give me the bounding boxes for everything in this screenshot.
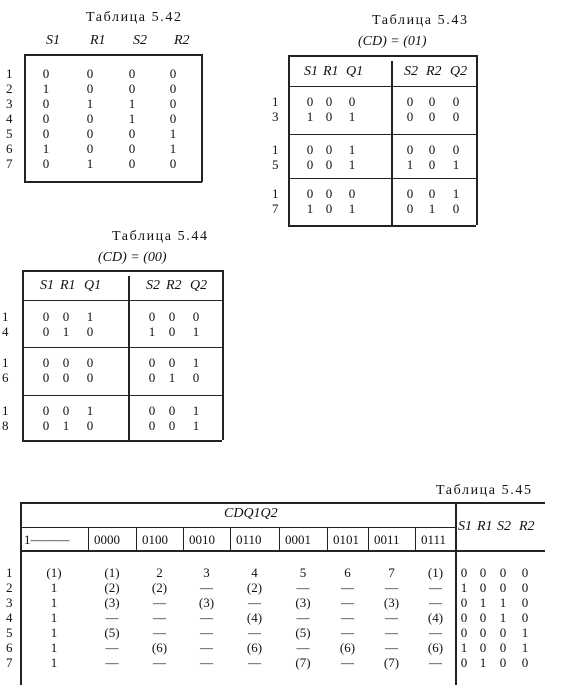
table-cell: —	[341, 625, 354, 640]
table-cell: —	[153, 610, 166, 625]
table-cell: —	[341, 595, 354, 610]
row-label: 1	[272, 94, 279, 109]
table-cell: 0	[306, 142, 314, 157]
table-cell: 1	[148, 324, 156, 339]
table-cell: 0	[169, 66, 177, 81]
table-cell: 0	[128, 156, 136, 171]
right-rule	[476, 55, 478, 225]
table-cell: 0	[479, 625, 487, 640]
table-cell: 0	[406, 186, 414, 201]
table-cell: —	[248, 655, 261, 670]
table-cell: 0	[521, 655, 529, 670]
column-rule	[230, 527, 231, 550]
table-cell: 1	[50, 625, 58, 640]
table-cell: —	[429, 595, 442, 610]
table-cell: —	[248, 625, 261, 640]
table-cell: 0	[62, 309, 70, 324]
table-cell: 0	[86, 418, 94, 433]
table-cell: 1	[168, 370, 176, 385]
outputs-rule	[455, 502, 457, 685]
table-cell: 1	[521, 640, 529, 655]
row-label: 7	[272, 201, 279, 216]
table-cell: 1	[499, 595, 507, 610]
table-cell: 1	[348, 201, 356, 216]
header-right: Q2	[450, 64, 468, 79]
table-cell: 0	[428, 157, 436, 172]
column-header: 0010	[189, 532, 215, 547]
column-rule	[327, 527, 328, 550]
table-cell: 0	[460, 610, 468, 625]
table-543-subtitle: (CD) = (01)	[358, 34, 427, 49]
table-cell: 1	[192, 324, 200, 339]
table-cell: 0	[499, 655, 507, 670]
table-cell: —	[105, 655, 119, 670]
group-rule	[288, 134, 476, 135]
table-cell: 0	[42, 370, 50, 385]
table-cell: 0	[479, 610, 487, 625]
table-cell: 0	[499, 580, 507, 595]
left-rule	[20, 502, 22, 685]
table-cell: 0	[479, 580, 487, 595]
table-cell: 1	[428, 201, 436, 216]
table-cell: —	[200, 625, 213, 640]
table-cell: (6)	[339, 640, 356, 655]
table-cell: —	[385, 610, 398, 625]
row-label: 2	[6, 580, 13, 595]
row-label: 6	[2, 370, 9, 385]
table-cell: 0	[192, 309, 200, 324]
row-label: 1	[6, 66, 13, 81]
group-rule	[288, 178, 476, 179]
table-cell: (6)	[151, 640, 168, 655]
table-cell: 0	[499, 565, 507, 580]
table-cell: 0	[168, 418, 176, 433]
table-cell: (4)	[246, 610, 263, 625]
table-cell: 1	[86, 96, 94, 111]
table-cell: 0	[192, 370, 200, 385]
row-label: 4	[2, 324, 9, 339]
bottom-rule	[288, 225, 476, 227]
table-cell: 1	[348, 142, 356, 157]
table-542-left-rule	[24, 54, 26, 182]
table-cell: 1	[521, 625, 529, 640]
table-cell: 0	[406, 94, 414, 109]
table-cell: (7)	[295, 655, 311, 670]
table-cell: (2)	[104, 580, 120, 595]
table-cell: 0	[62, 403, 70, 418]
table-cell: 0	[428, 109, 436, 124]
table-cell: 0	[148, 403, 156, 418]
table-cell: 0	[499, 625, 507, 640]
table-cell: —	[200, 580, 213, 595]
column-header: 0011	[374, 532, 400, 547]
table-cell: —	[296, 640, 310, 655]
table-cell: 0	[42, 96, 50, 111]
table-cell: 5	[299, 565, 307, 580]
table-cell: 0	[148, 418, 156, 433]
column-rule	[88, 527, 89, 550]
table-cell: —	[248, 595, 261, 610]
table-cell: —	[429, 580, 442, 595]
group-rule	[22, 347, 222, 348]
header-rule	[22, 300, 222, 301]
table-cell: —	[385, 580, 398, 595]
table-cell: 0	[168, 309, 176, 324]
table-cell: 0	[86, 66, 94, 81]
row-label: 1	[6, 565, 13, 580]
row-label: 6	[6, 640, 13, 655]
table-cell: 1	[406, 157, 414, 172]
table-cell: 0	[62, 355, 70, 370]
table-cell: 0	[325, 94, 333, 109]
output-header: S1	[458, 519, 472, 534]
header-s1: S1	[46, 33, 60, 48]
table-cell: (3)	[295, 595, 311, 610]
output-header: S2	[497, 519, 511, 534]
table-cell: 0	[86, 355, 94, 370]
table-cell: 1	[50, 610, 58, 625]
table-cell: (6)	[246, 640, 263, 655]
table-cell: 0	[42, 403, 50, 418]
row-label: 7	[6, 655, 13, 670]
table-cell: 0	[460, 565, 468, 580]
table-cell: 0	[521, 610, 529, 625]
row-label: 5	[6, 625, 13, 640]
table-cell: 0	[325, 142, 333, 157]
row-label: 8	[2, 418, 9, 433]
table-cell: —	[296, 610, 310, 625]
table-cell: 0	[128, 126, 136, 141]
table-cell: 0	[169, 81, 177, 96]
table-545-group-header: CDQ1Q2	[224, 506, 278, 521]
row-label: 1	[2, 403, 9, 418]
table-cell: 0	[460, 595, 468, 610]
header-right: R2	[426, 64, 442, 79]
column-rule	[136, 527, 137, 550]
table-cell: 1	[62, 418, 70, 433]
header-left: S1	[40, 278, 54, 293]
row-label: 3	[6, 595, 13, 610]
table-542-right-rule	[201, 54, 203, 182]
table-cell: 0	[128, 81, 136, 96]
table-cell: (2)	[246, 580, 263, 595]
row-label: 1	[2, 355, 9, 370]
row-label: 4	[6, 111, 13, 126]
table-cell: 0	[306, 94, 314, 109]
table-cell: 1	[42, 141, 50, 156]
row-label: 1	[272, 142, 279, 157]
table-cell: 1	[452, 157, 460, 172]
column-header: 0101	[333, 532, 359, 547]
header-right: Q2	[190, 278, 208, 293]
table-cell: —	[296, 580, 310, 595]
table-cell: 0	[86, 111, 94, 126]
table-cell: 0	[460, 625, 468, 640]
header-left: S1	[304, 64, 318, 79]
table-cell: 0	[452, 109, 460, 124]
table-cell: 0	[521, 580, 529, 595]
group-rule	[22, 395, 222, 396]
row-label: 5	[6, 126, 13, 141]
table-cell: —	[341, 655, 354, 670]
table-cell: 0	[86, 81, 94, 96]
table-cell: 1	[479, 655, 487, 670]
table-cell: 0	[460, 655, 468, 670]
header-left: Q1	[346, 64, 364, 79]
table-cell: 0	[42, 156, 50, 171]
table-cell: 1	[86, 309, 94, 324]
table-cell: 6	[344, 565, 351, 580]
table-cell: 0	[428, 94, 436, 109]
column-header: 0110	[236, 532, 262, 547]
table-545-caption: Таблица 5.45	[436, 483, 533, 498]
table-cell: 1	[460, 640, 468, 655]
column-rule	[368, 527, 369, 550]
column-header: 0001	[285, 532, 311, 547]
table-cell: 1	[50, 655, 58, 670]
table-cell: 1	[50, 640, 58, 655]
table-cell: 3	[203, 565, 210, 580]
table-cell: 0	[168, 355, 176, 370]
table-544-caption: Таблица 5.44	[112, 229, 209, 244]
table-544	[2, 270, 222, 440]
table-cell: 1	[499, 610, 507, 625]
row-label: 3	[6, 96, 13, 111]
table-cell: (7)	[383, 655, 400, 670]
left-rule	[288, 55, 290, 225]
table-cell: 0	[148, 309, 156, 324]
row-label: 2	[6, 81, 13, 96]
table-cell: 0	[86, 324, 94, 339]
table-cell: 0	[428, 186, 436, 201]
left-rule	[22, 270, 24, 440]
table-cell: 0	[452, 201, 460, 216]
table-cell: —	[341, 580, 354, 595]
table-cell: 0	[452, 94, 460, 109]
table-cell: 0	[86, 126, 94, 141]
table-cell: —	[105, 610, 119, 625]
table-cell: (3)	[198, 595, 215, 610]
table-cell: 0	[42, 418, 50, 433]
column-header: 0100	[142, 532, 168, 547]
header-rule	[288, 86, 476, 87]
table-cell: 0	[86, 370, 94, 385]
table-cell: (6)	[427, 640, 444, 655]
table-cell: —	[385, 625, 398, 640]
table-cell: —	[200, 610, 213, 625]
table-cell: 0	[325, 109, 333, 124]
table-cell: —	[153, 625, 166, 640]
header-left: Q1	[84, 278, 102, 293]
table-cell: 0	[42, 309, 50, 324]
table-cell: —	[200, 640, 213, 655]
table-cell: 4	[251, 565, 258, 580]
table-cell: 0	[42, 111, 50, 126]
column-header: 0000	[94, 532, 120, 547]
column-rule	[183, 527, 184, 550]
header-r1: R1	[90, 33, 106, 48]
table-cell: 1	[192, 403, 200, 418]
table-cell: 1	[192, 355, 200, 370]
table-cell: 0	[42, 355, 50, 370]
header-left: R1	[60, 278, 76, 293]
group-header-rule	[20, 527, 455, 528]
header-right: S2	[404, 64, 418, 79]
table-cell: 0	[148, 355, 156, 370]
table-cell: (2)	[151, 580, 168, 595]
column-header: 1———	[24, 532, 70, 547]
table-cell: 0	[168, 403, 176, 418]
table-cell: 1	[306, 201, 314, 216]
table-cell: 2	[156, 565, 163, 580]
table-cell: 0	[148, 370, 156, 385]
column-rule	[279, 527, 280, 550]
table-544-subtitle: (CD) = (00)	[98, 250, 167, 265]
table-542-bottom-rule	[24, 181, 202, 183]
table-542-top-rule	[24, 54, 202, 56]
table-542-caption: Таблица 5.42	[86, 10, 183, 25]
table-543-caption: Таблица 5.43	[372, 13, 469, 28]
table-cell: —	[429, 625, 442, 640]
table-cell: —	[153, 595, 166, 610]
table-cell: 0	[169, 96, 177, 111]
column-rule	[415, 527, 416, 550]
top-rule	[22, 270, 222, 272]
table-cell: —	[385, 640, 398, 655]
table-cell: —	[153, 655, 166, 670]
table-cell: 0	[128, 66, 136, 81]
table-cell: 1	[348, 157, 356, 172]
table-cell: 0	[348, 186, 356, 201]
header-right: R2	[166, 278, 182, 293]
output-header: R1	[477, 519, 493, 534]
table-cell: 0	[428, 142, 436, 157]
table-cell: 1	[169, 126, 177, 141]
table-cell: 1	[50, 580, 58, 595]
table-cell: 0	[521, 565, 529, 580]
table-cell: —	[341, 610, 354, 625]
row-label: 6	[6, 141, 13, 156]
table-cell: 0	[62, 370, 70, 385]
table-543	[272, 55, 477, 225]
table-cell: 0	[452, 142, 460, 157]
table-cell: 0	[42, 126, 50, 141]
column-header: 0111	[421, 532, 447, 547]
table-cell: 0	[406, 142, 414, 157]
table-cell: 1	[348, 109, 356, 124]
output-header: R2	[519, 519, 535, 534]
table-cell: 0	[521, 595, 529, 610]
header-bottom-rule	[20, 550, 545, 552]
row-label: 3	[272, 109, 279, 124]
table-cell: 0	[306, 157, 314, 172]
table-cell: 0	[499, 640, 507, 655]
table-cell: 0	[42, 66, 50, 81]
table-cell: 0	[169, 111, 177, 126]
table-cell: 0	[479, 565, 487, 580]
table-cell: (5)	[295, 625, 311, 640]
table-cell: 0	[348, 94, 356, 109]
table-cell: (1)	[46, 565, 62, 580]
table-cell: 1	[460, 580, 468, 595]
table-cell: —	[105, 640, 119, 655]
bottom-rule	[22, 440, 222, 442]
table-cell: —	[200, 655, 213, 670]
table-cell: 1	[128, 96, 136, 111]
table-cell: (5)	[104, 625, 120, 640]
right-rule	[222, 270, 224, 440]
table-cell: 0	[306, 186, 314, 201]
row-label: 7	[6, 156, 13, 171]
table-cell: 0	[406, 109, 414, 124]
row-label: 5	[272, 157, 279, 172]
header-r2: R2	[174, 33, 190, 48]
table-cell: 0	[42, 324, 50, 339]
table-cell: 0	[128, 141, 136, 156]
top-rule	[288, 55, 476, 57]
table-cell: —	[429, 655, 442, 670]
table-cell: 0	[325, 186, 333, 201]
table-cell: (4)	[427, 610, 444, 625]
header-s2: S2	[133, 33, 147, 48]
table-cell: 0	[86, 141, 94, 156]
table-cell: (1)	[104, 565, 120, 580]
table-cell: 0	[169, 156, 177, 171]
table-cell: 0	[168, 324, 176, 339]
table-cell: 1	[86, 403, 94, 418]
table-cell: 0	[406, 201, 414, 216]
table-545-top-rule	[20, 502, 545, 504]
row-label: 1	[272, 186, 279, 201]
table-cell: 1	[42, 81, 50, 96]
table-cell: 0	[325, 157, 333, 172]
table-cell: 1	[86, 156, 94, 171]
row-label: 1	[2, 309, 9, 324]
table-cell: 1	[479, 595, 487, 610]
table-cell: 0	[479, 640, 487, 655]
table-cell: 0	[325, 201, 333, 216]
header-right: S2	[146, 278, 160, 293]
table-cell: 7	[388, 565, 395, 580]
table-cell: (1)	[427, 565, 444, 580]
table-cell: (3)	[104, 595, 120, 610]
table-cell: 1	[452, 186, 460, 201]
table-cell: (3)	[383, 595, 400, 610]
table-cell: 1	[50, 595, 58, 610]
header-left: R1	[323, 64, 339, 79]
table-cell: 1	[192, 418, 200, 433]
row-label: 4	[6, 610, 13, 625]
table-cell: 1	[169, 141, 177, 156]
table-cell: 1	[62, 324, 70, 339]
table-cell: 1	[306, 109, 314, 124]
table-cell: 1	[128, 111, 136, 126]
